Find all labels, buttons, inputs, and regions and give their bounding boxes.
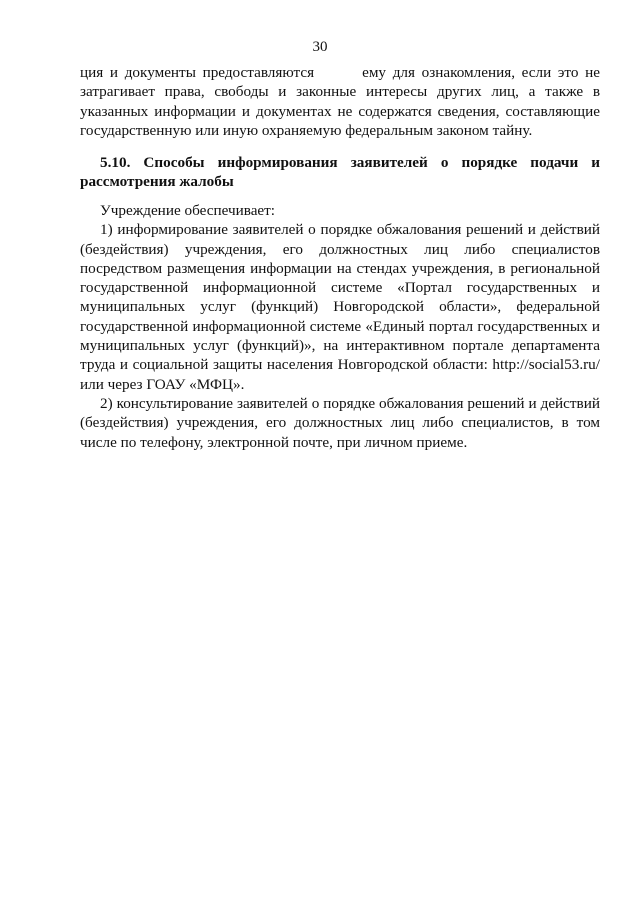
list-item-2: 2) консультирование заявителей о порядке обжалования решений и действий (бездействия) учреждения, его должностных лиц либо специалистов, в том числе по телефону, электронной почте, при личном приеме. — [80, 394, 600, 451]
list-item-1: 1) информирование заявителей о порядке обжалования решений и действий (бездействия) учреждения, его должностных лиц либо специалистов посредством размещения информации на стендах учреждения, в региональной государственной информационной системе «Портал государственных и муниципальных услуг (функций) Новгородской области», федеральной государственной информационной системе «Единый портал государственных и муниципальных услуг (функций)», на интерактивном портале департамента труда и социальной защиты населения Новгородской области: http://social53.ru/ или через ГОАУ «МФЦ». — [80, 221, 600, 393]
continuation-paragraph — [80, 63, 600, 140]
section-heading: 5.10. Способы информирования заявителей о порядке подачи и рассмотрения жалобы — [80, 154, 600, 191]
section-body — [80, 201, 600, 452]
continuation-part-2: ему для ознакомления, если это не затрагивает права, свободы и законные интересы других лиц, а также в указанных информации и документах не содержатся сведения, составляющие государственную или иную охраняемую федеральным законом тайну. — [80, 64, 600, 139]
page-number: 30 — [312, 39, 328, 55]
continuation-text — [80, 63, 600, 140]
continuation-part-1: ция и документы предоставляются — [80, 64, 315, 81]
section-intro: Учреждение обеспечивает: — [100, 202, 276, 219]
